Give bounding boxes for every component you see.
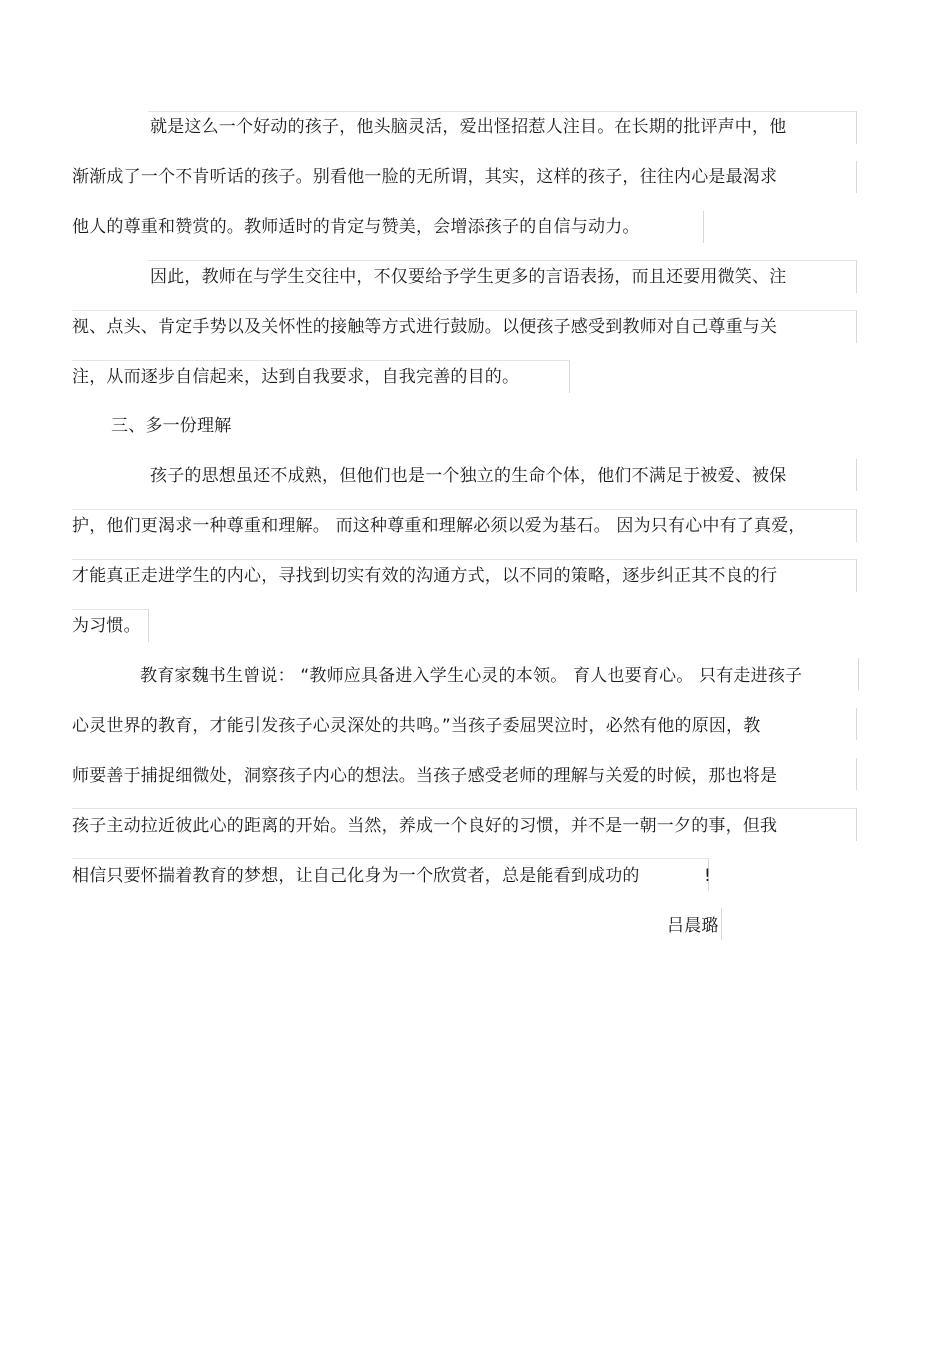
paragraph-2-line-2: 视、点头、肯定手势以及关怀性的接触等方式进行鼓励。以便孩子感受到教师对自己尊重与关 [72, 317, 778, 337]
paragraph-1-line-1: 就是这么一个好动的孩子，他头脑灵活，爱出怪招惹人注目。在长期的批评声中，他 [150, 117, 787, 137]
paragraph-2-line-1: 因此，教师在与学生交往中，不仅要给予学生更多的言语表扬，而且还要用微笑、注 [150, 267, 787, 287]
paragraph-4-line-2: 心灵世界的教育，才能引发孩子心灵深处的共鸣。”当孩子委屈哭泣时，必然有他的原因，教 [72, 716, 761, 736]
paragraph-3-line-4: 为习惯。 [72, 616, 141, 636]
paragraph-4-line-4: 孩子主动拉近彼此心的距离的开始。当然，养成一个良好的习惯，并不是一朝一夕的事，但我 [72, 816, 778, 836]
paragraph-2-line-3: 注，从而逐步自信起来，达到自我要求，自我完善的目的。 [72, 367, 520, 387]
paragraph-4-exclamation: ! [704, 866, 712, 886]
paragraph-4-line-1: 教育家魏书生曾说： “教师应具备进入学生心灵的本领。 育人也要育心。 只有走进孩子 [140, 666, 803, 686]
paragraph-4-line-5: 相信只要怀揣着教育的梦想，让自己化身为一个欣赏者，总是能看到成功的 [72, 866, 640, 886]
author-signature: 吕晨璐 [667, 916, 719, 936]
paragraph-3-line-1: 孩子的思想虽还不成熟，但他们也是一个独立的生命个体，他们不满足于被爱、被保 [150, 466, 787, 486]
paragraph-3-line-3: 才能真正走进学生的内心，寻找到切实有效的沟通方式，以不同的策略，逐步纠正其不良的行 [72, 566, 778, 586]
paragraph-1-line-2: 渐渐成了一个不肯听话的孩子。别看他一脸的无所谓，其实，这样的孩子，往往内心是最渴求 [72, 167, 778, 187]
paragraph-4-line-3: 师要善于捕捉细微处，洞察孩子内心的想法。当孩子感受老师的理解与关爱的时候，那也将是 [72, 766, 778, 786]
section-heading: 三、多一份理解 [111, 416, 232, 436]
paragraph-3-line-2: 护，他们更渴求一种尊重和理解。 而这种尊重和理解必须以爱为基石。 因为只有心中有了真爱， [72, 516, 806, 536]
paragraph-1-line-3: 他人的尊重和赞赏的。教师适时的肯定与赞美，会增添孩子的自信与动力。 [72, 217, 640, 237]
